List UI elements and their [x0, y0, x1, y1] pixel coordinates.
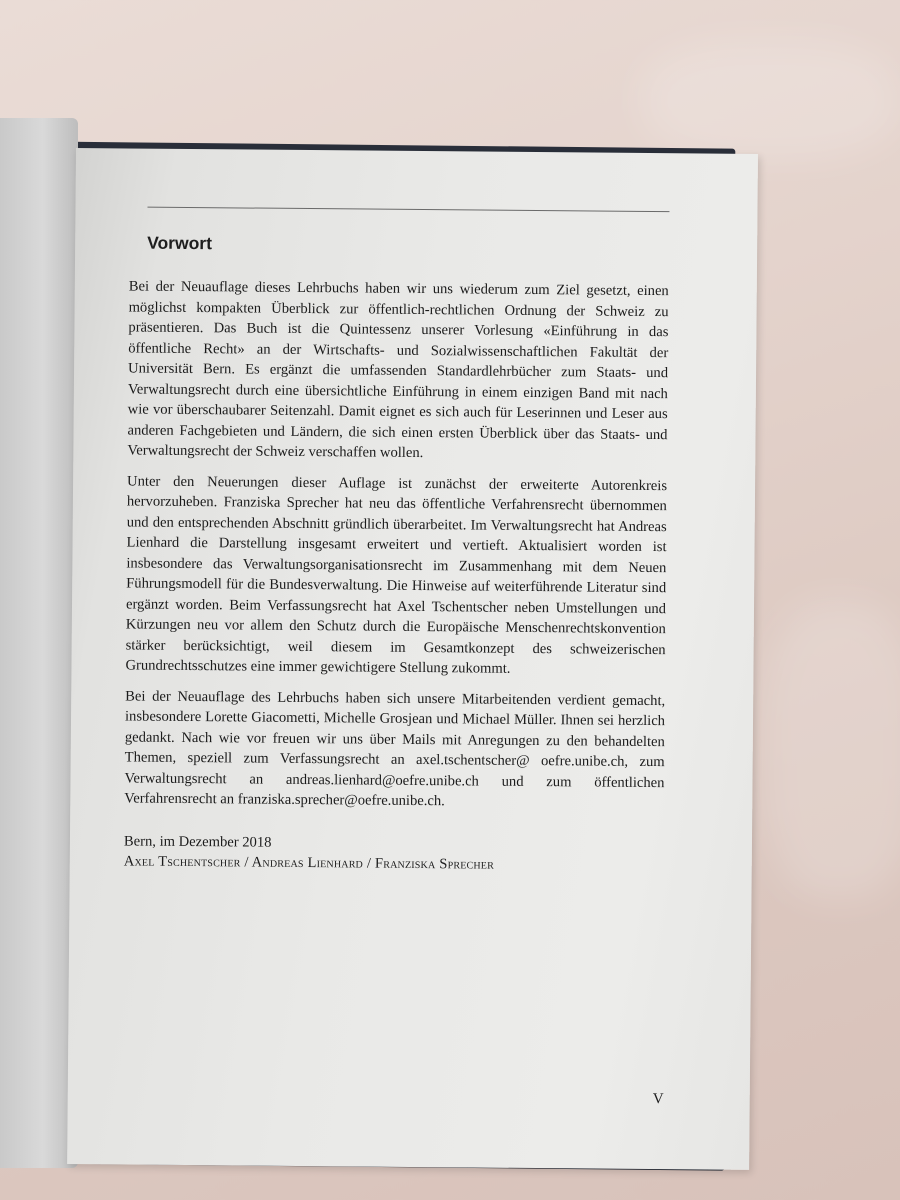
fabric-fold — [760, 600, 900, 900]
place-date: Bern, im Dezember 2018 — [123, 832, 272, 851]
signature-block — [124, 831, 664, 877]
fabric-fold — [640, 40, 900, 160]
page-heading: Vorwort — [147, 232, 213, 254]
paragraph-thanks: Bei der Neuauflage des Lehrbuchs haben sich unsere Mitarbeitenden verdient gemacht, insbesondere Lorette Giacometti, Michelle Grosjean und Michael Müller. Ihnen sei herzlich gedankt. Nach wie vor freuen wir uns über Mails mit Anregungen zu den behandelten Themen, speziell zum Verfassungsrecht an axel.tschentscher@ oefre.unibe.ch, zum Verwaltungsrecht an andreas.lienhard@oefre.unibe.ch und zum öffentlichen Verfahrensrecht an franziska.sprecher@oefre.unibe.ch. — [124, 687, 666, 810]
book-page — [67, 148, 758, 1170]
header-rule — [147, 207, 669, 213]
page-number: V — [652, 1091, 664, 1108]
paragraph-intro: Bei der Neuauflage dieses Lehrbuchs haben wir uns wiederum zum Ziel gesetzt, einen möglichst kompakten Überblick zur öffentlich-rechtlichen Ordnung der Schweiz zu präsentieren. Das Buch ist die Quintessenz unserer Vorlesung «Einführung in das öffentliche Recht» an der Wirtschafts- und Sozialwissenschaftlichen Fakultät der Universität Bern. Es ergänzt die umfassenden Standardlehrbücher zum Staats- und Verwaltungsrecht durch eine übersichtliche Einführung in einem einzigen Band mit nach wie vor überschaubarer Seitenzahl. Damit eignet es sich auch für Leserinnen und Leser aus anderen Fachgebieten und Ländern, die sich einen ersten Überblick über das Staats- und Verwaltungsrecht der Schweiz verschaffen wollen. — [127, 278, 669, 462]
paragraph-changes: Unter den Neuerungen dieser Auflage ist zunächst der erweiterte Autorenkreis hervorzuheben. Franziska Sprecher hat neu das öffentliche Verfahrensrecht übernommen und den entsprechenden Abschnitt gründlich überarbeitet. Im Verwaltungsrecht hat Andreas Lienhard die Darstellung insgesamt erweitert und vertieft. Aktualisiert worden ist insbesondere das Verwaltungsorganisationsrecht im Zusammenhang mit dem Neuen Führungsmodell für die Bundesverwaltung. Die Hinweise auf weiterführende Literatur sind ergänzt worden. Beim Verfassungsrecht hat Axel Tschentscher neben Umstellungen und Kürzungen neu vor allem den Schutz durch die Europäische Menschenrechtskonvention stärker berücksichtigt, weil diesem im Gesamtkonzept des schweizerischen Grundrechtsschutzes eine immer gewichtigere Stellung zukommt. — [125, 472, 668, 677]
left-page-edge — [0, 118, 78, 1168]
page-body — [124, 276, 669, 876]
author-names: Axel Tschentscher / Andreas Lienhard / Franziska Sprecher — [123, 853, 495, 873]
